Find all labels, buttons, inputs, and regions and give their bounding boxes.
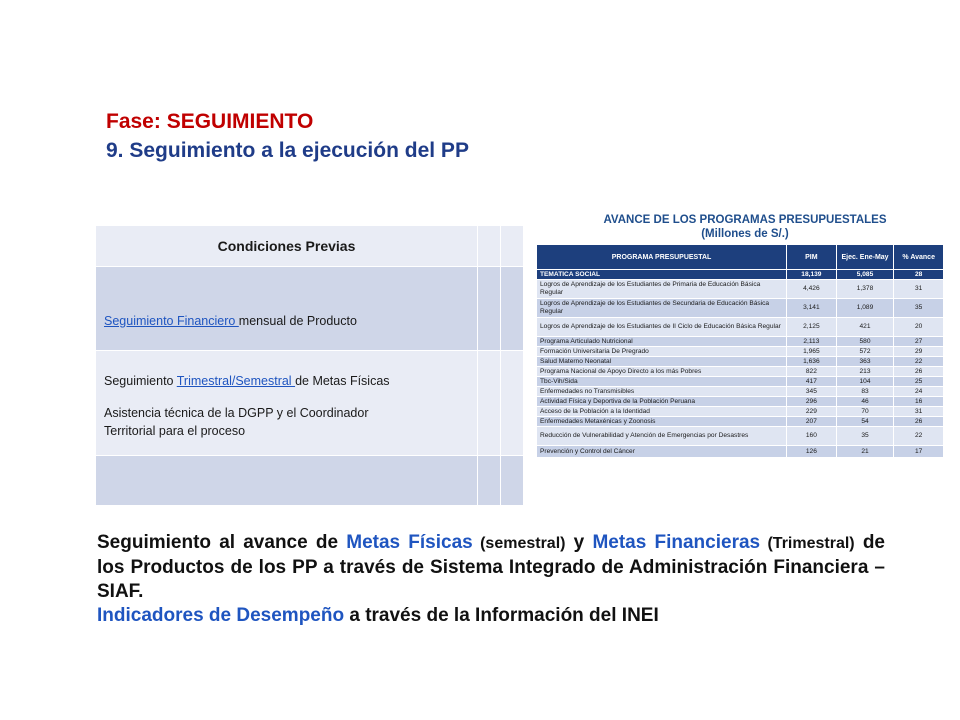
budget-cell-ejec: 54 <box>836 417 894 427</box>
budget-cell-avance: 25 <box>894 377 944 387</box>
conditions-row-empty <box>96 456 524 506</box>
budget-cell-pim: 1,636 <box>787 357 837 367</box>
conditions-table <box>95 225 524 506</box>
budget-cell-pim: 4,426 <box>787 280 837 299</box>
section-subtitle: 9. Seguimiento a la ejecución del PP <box>106 139 469 162</box>
empty-cell <box>501 456 524 506</box>
budget-cell-avance: 20 <box>894 318 944 337</box>
budget-cell-avance: 26 <box>894 367 944 377</box>
budget-row <box>537 280 944 299</box>
text-segment: de los Productos de los PP a través de Sistema Integrado de Administración Financiera – SIAF. <box>97 532 885 602</box>
empty-cell <box>478 351 501 456</box>
conditions-cell <box>96 267 478 351</box>
budget-cell-pim: 126 <box>787 446 837 458</box>
budget-cell-avance: 22 <box>894 357 944 367</box>
empty-cell <box>501 267 524 351</box>
budget-cell-pim: 1,965 <box>787 347 837 357</box>
budget-cell-name: Acceso de la Población a la Identidad <box>537 407 787 417</box>
budget-cell-ejec: 1,378 <box>836 280 894 299</box>
empty-cell <box>478 226 501 267</box>
budget-cell-avance: 27 <box>894 337 944 347</box>
budget-row <box>537 427 944 446</box>
financial-text-rest: mensual de Producto <box>238 313 357 328</box>
text-segment: (semestral) <box>472 535 566 552</box>
technical-assistance-text: Asistencia técnica de la DGPP y el Coordinador Territorial para el proceso <box>104 406 369 439</box>
budget-cell-name: Logros de Aprendizaje de los Estudiantes de Primaria de Educación Básica Regular <box>537 280 787 299</box>
budget-cell-pim: 3,141 <box>787 299 837 318</box>
budget-cell-ejec: 35 <box>836 427 894 446</box>
budget-cell-name: Programa Articulado Nutricional <box>537 337 787 347</box>
summary-name: TEMATICA SOCIAL <box>537 270 787 280</box>
budget-table <box>536 244 944 458</box>
budget-cell-name: Enfermedades Metaxénicas y Zoonosis <box>537 417 787 427</box>
budget-cell-avance: 17 <box>894 446 944 458</box>
budget-cell-ejec: 363 <box>836 357 894 367</box>
budget-row <box>537 357 944 367</box>
physical-text-rest: de Metas Físicas <box>295 374 390 389</box>
budget-cell-name: Reducción de Vulnerabilidad y Atención de Emergencias por Desastres <box>537 427 787 446</box>
conditions-row-financial <box>96 267 524 351</box>
financial-goals-highlight: Metas Financieras <box>592 532 761 553</box>
budget-cell-name: Programa Nacional de Apoyo Directo a los más Pobres <box>537 367 787 377</box>
budget-cell-name: Logros de Aprendizaje de los Estudiantes de II Ciclo de Educación Básica Regular <box>537 318 787 337</box>
summary-pim: 18,139 <box>787 270 837 280</box>
budget-cell-avance: 22 <box>894 427 944 446</box>
budget-cell-ejec: 83 <box>836 387 894 397</box>
title-block <box>106 108 469 166</box>
header-ejec: Ejec. Ene-May <box>836 245 894 270</box>
financial-text <box>96 288 477 330</box>
budget-cell-pim: 822 <box>787 367 837 377</box>
budget-subtitle: (Millones de S/.) <box>701 228 789 240</box>
budget-cell-avance: 31 <box>894 280 944 299</box>
text-segment: y <box>565 532 593 553</box>
empty-cell <box>478 456 501 506</box>
budget-row <box>537 387 944 397</box>
conditions-header-row <box>96 226 524 267</box>
budget-row <box>537 407 944 417</box>
summary-paragraph <box>97 531 885 628</box>
budget-cell-name: Enfermedades no Transmisibles <box>537 387 787 397</box>
empty-cell <box>478 267 501 351</box>
indicators-highlight: Indicadores de Desempeño <box>97 605 345 626</box>
budget-cell-name: Formación Universitaria De Pregrado <box>537 347 787 357</box>
summary-row <box>537 270 944 280</box>
budget-cell-avance: 29 <box>894 347 944 357</box>
physical-text-prefix: Seguimiento <box>104 374 177 389</box>
physical-text <box>96 366 477 390</box>
empty-cell <box>501 351 524 456</box>
conditions-row-physical <box>96 351 524 456</box>
summary-avance: 28 <box>894 270 944 280</box>
budget-cell-ejec: 1,089 <box>836 299 894 318</box>
budget-header-row <box>537 245 944 270</box>
budget-cell-avance: 26 <box>894 417 944 427</box>
header-avance: % Avance <box>894 245 944 270</box>
phase-title: Fase: SEGUIMIENTO <box>106 110 314 133</box>
quarterly-semester-link[interactable]: Trimestral/Semestral <box>176 374 296 389</box>
budget-row <box>537 367 944 377</box>
summary-ejec: 5,085 <box>836 270 894 280</box>
conditions-cell <box>96 351 478 456</box>
text-segment: (Trimestral) <box>760 535 855 552</box>
empty-cell <box>96 456 478 506</box>
budget-row <box>537 417 944 427</box>
budget-cell-pim: 417 <box>787 377 837 387</box>
budget-title: AVANCE DE LOS PROGRAMAS PRESUPUESTALES <box>603 214 887 226</box>
text-segment: a través de la Información del INEI <box>344 605 659 626</box>
budget-row <box>537 318 944 337</box>
budget-row <box>537 397 944 407</box>
budget-cell-ejec: 421 <box>836 318 894 337</box>
financial-tracking-link[interactable]: Seguimiento Financiero <box>104 313 239 328</box>
header-pim: PIM <box>787 245 837 270</box>
paragraph-line-2 <box>97 604 885 628</box>
empty-cell <box>501 226 524 267</box>
budget-cell-pim: 345 <box>787 387 837 397</box>
budget-cell-pim: 207 <box>787 417 837 427</box>
budget-row <box>537 347 944 357</box>
budget-cell-ejec: 580 <box>836 337 894 347</box>
budget-row <box>537 337 944 347</box>
budget-cell-pim: 2,113 <box>787 337 837 347</box>
budget-cell-avance: 16 <box>894 397 944 407</box>
budget-cell-avance: 31 <box>894 407 944 417</box>
paragraph-line-1 <box>97 531 885 604</box>
budget-cell-name: Tbc-Vih/Sida <box>537 377 787 387</box>
header-programa: PROGRAMA PRESUPUESTAL <box>537 245 787 270</box>
budget-cell-pim: 2,125 <box>787 318 837 337</box>
budget-cell-name: Prevención y Control del Cáncer <box>537 446 787 458</box>
budget-cell-avance: 35 <box>894 299 944 318</box>
budget-cell-ejec: 104 <box>836 377 894 387</box>
physical-goals-highlight: Metas Físicas <box>346 532 473 553</box>
budget-cell-pim: 229 <box>787 407 837 417</box>
budget-cell-ejec: 572 <box>836 347 894 357</box>
budget-cell-pim: 160 <box>787 427 837 446</box>
budget-row <box>537 377 944 387</box>
budget-cell-ejec: 46 <box>836 397 894 407</box>
budget-cell-ejec: 70 <box>836 407 894 417</box>
budget-cell-ejec: 21 <box>836 446 894 458</box>
budget-cell-name: Logros de Aprendizaje de los Estudiantes de Secundaria de Educación Básica Regular <box>537 299 787 318</box>
conditions-heading: Condiciones Previas <box>96 226 478 267</box>
budget-row <box>537 299 944 318</box>
budget-cell-ejec: 213 <box>836 367 894 377</box>
text-segment: Seguimiento al avance de <box>97 532 347 553</box>
budget-cell-pim: 296 <box>787 397 837 407</box>
budget-cell-avance: 24 <box>894 387 944 397</box>
budget-cell-name: Salud Materno Neonatal <box>537 357 787 367</box>
budget-cell-name: Actividad Física y Deportiva de la Población Peruana <box>537 397 787 407</box>
budget-progress-figure <box>536 213 944 510</box>
budget-row <box>537 446 944 458</box>
